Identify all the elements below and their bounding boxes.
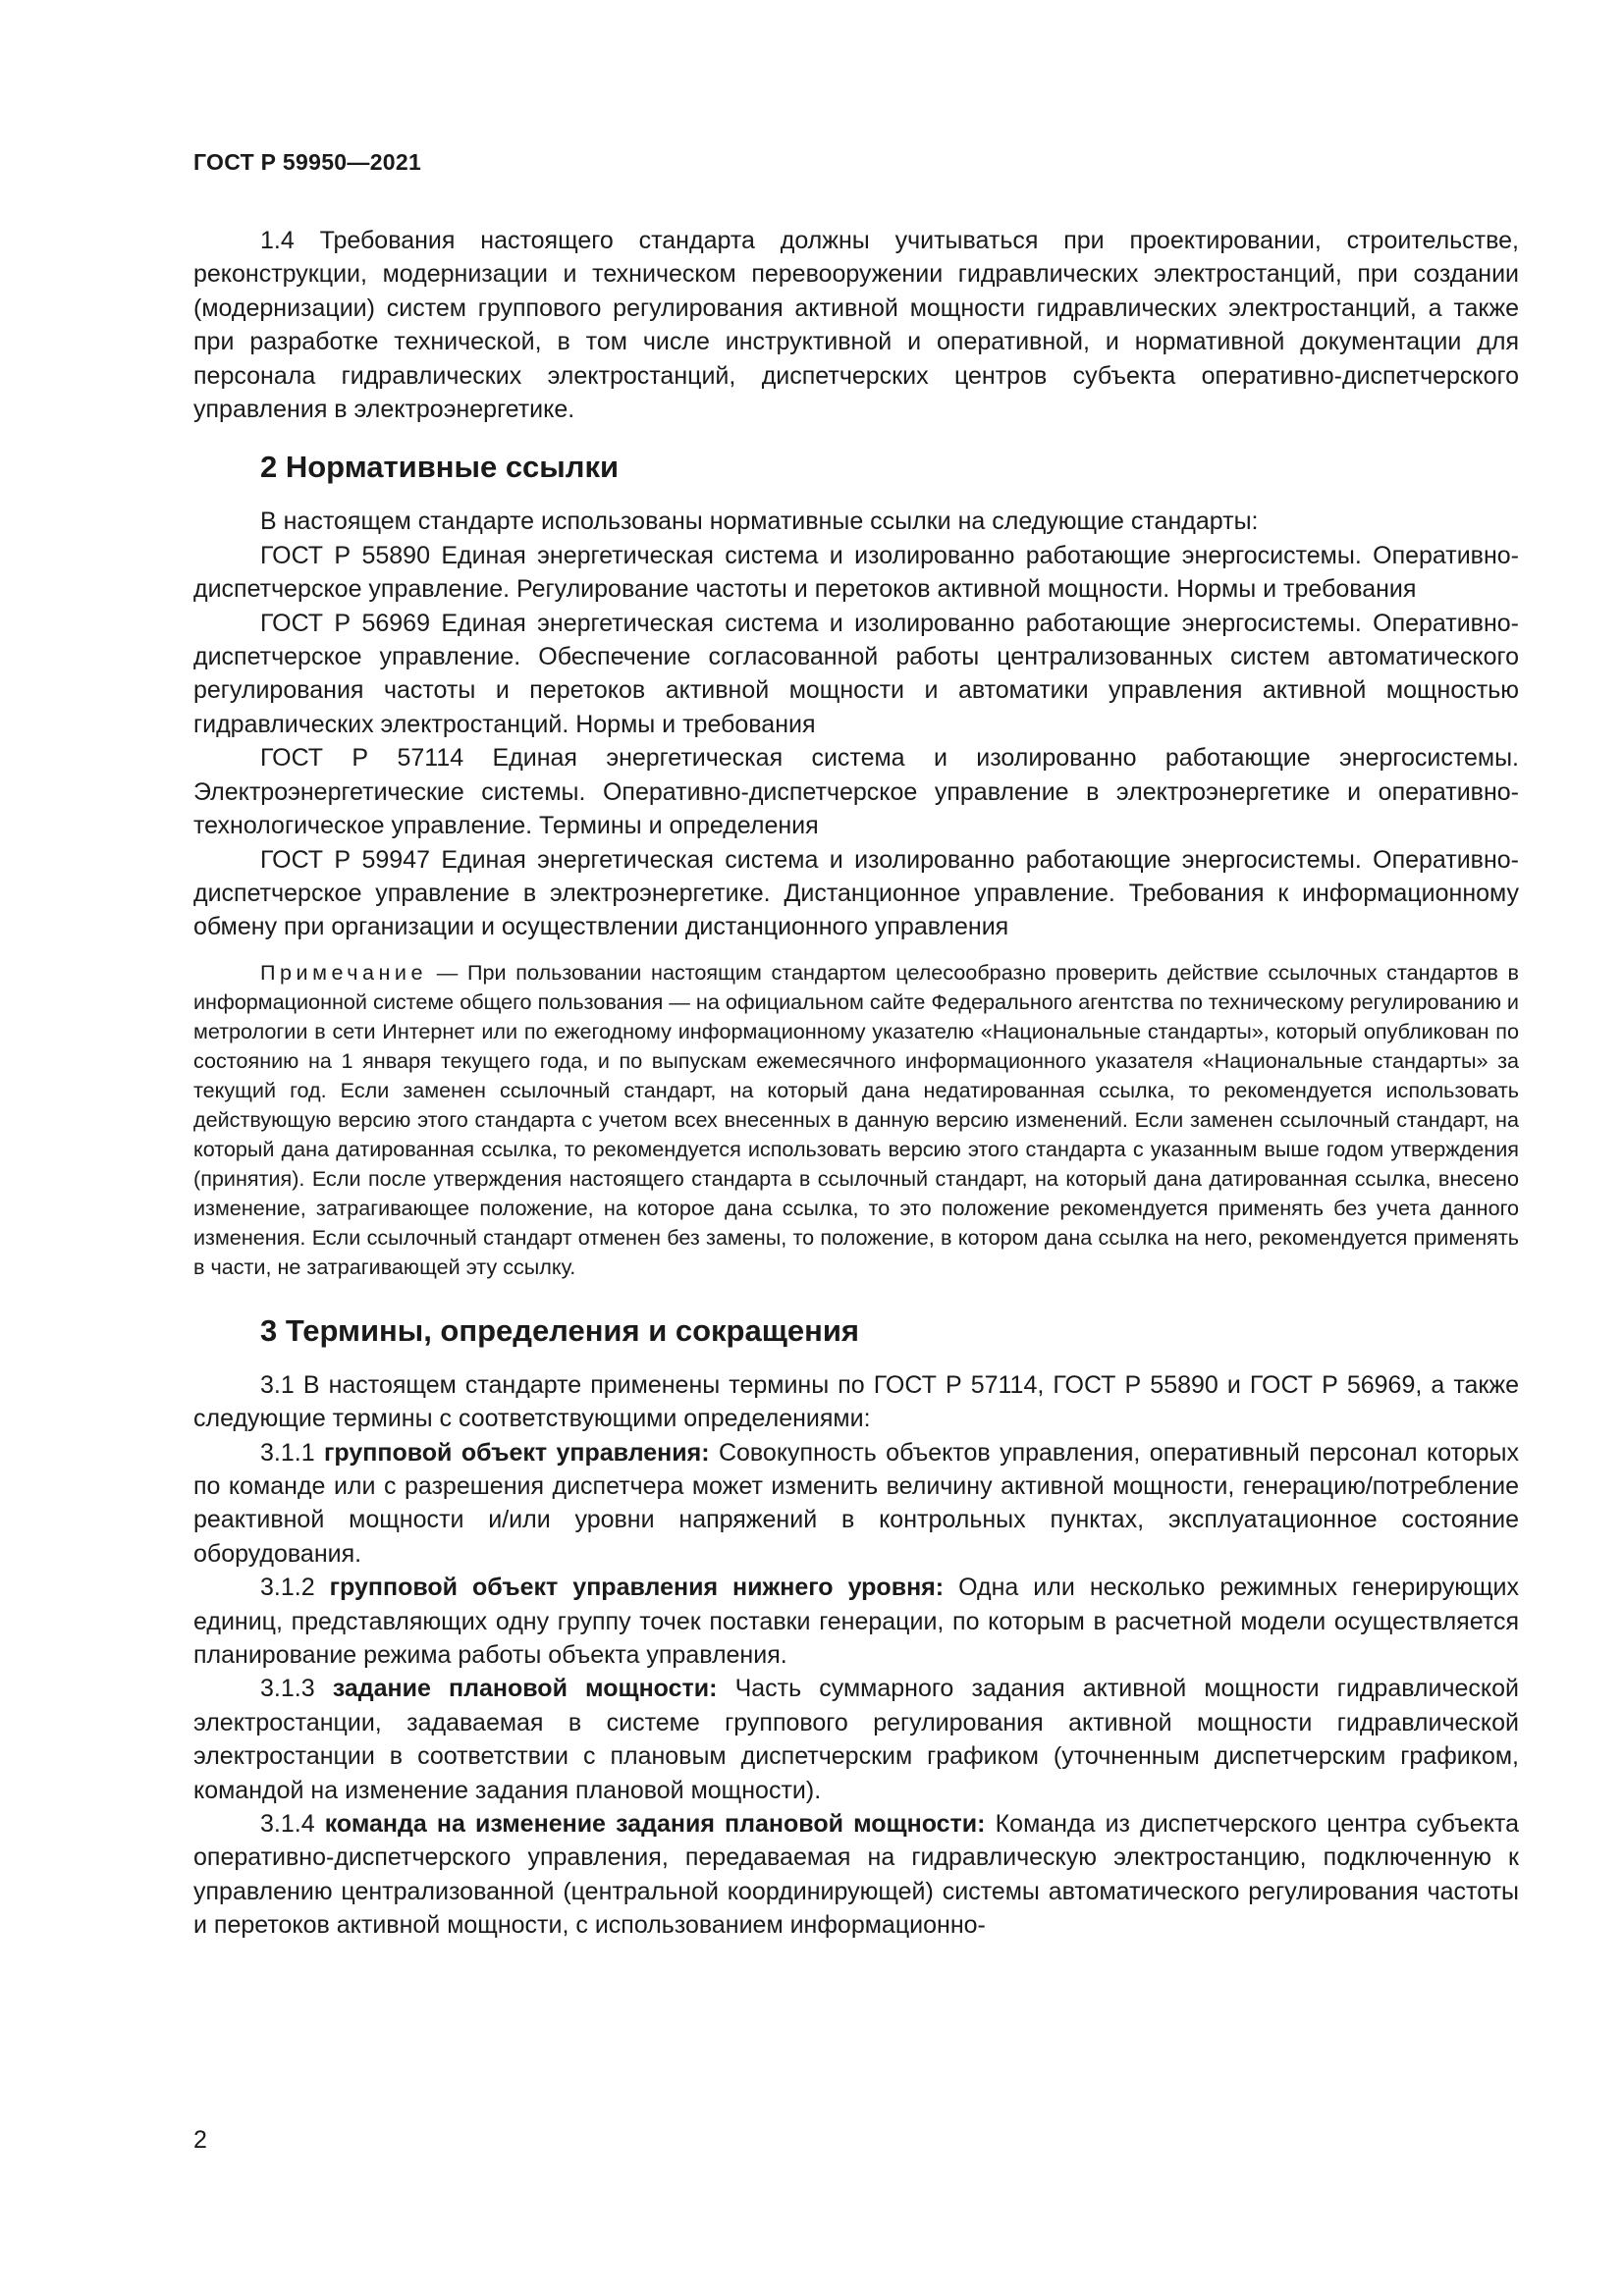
term-name: групповой объект управления нижнего уровня: (329, 1574, 945, 1602)
term-name: задание плановой мощности: (332, 1675, 718, 1703)
term-name: команда на изменение задания плановой мощности: (324, 1810, 986, 1838)
page-number: 2 (193, 2126, 207, 2154)
term-definition (193, 1672, 1519, 1807)
reference-item: ГОСТ Р 56969 Единая энергетическая система и изолированно работающие энергосистемы. Оперативно-диспетчерское управление. Обеспечение согласованной работы централизованных систем автоматического регулирования частоты и перетоков активной мощности и автоматики управления активной мощностью гидравлических электростанций. Нормы и требования (193, 609, 1519, 738)
reference-item: ГОСТ Р 59947 Единая энергетическая система и изолированно работающие энергосистемы. Оперативно-диспетчерское управление в электроэнергетике. Дистанционное управление. Требования к информационному обмену при организации и осуществлении дистанционного управления (193, 845, 1519, 941)
term-text: Одна или несколько режимных генерирующих единиц, представляющих одну группу точек поставки генерации, по которым в расчетной модели осуществляется планирование режима работы объекта управления. (193, 1574, 1519, 1669)
term-definition (193, 1571, 1519, 1672)
section-3-heading: 3 Термины, определения и сокращения (260, 1312, 859, 1348)
term-number: 3.1.3 (260, 1675, 333, 1703)
note-text: — При пользовании настоящим стандартом целесообразно проверить действие ссылочных стандартов в информационной системе общего пользования — на официальном сайте Федерального агентства по техническому регулированию и метрологии в сети Интернет или по ежегодному информационному указателю «Национальные стандарты», который опубликован по состоянию на 1 января текущего года, и по выпускам ежемесячного информационного указателя «Национальные стандарты» за текущий год. Если заменен ссылочный стандарт, на который дана недатированная ссылка, то рекомендуется использовать действующую версию этого стандарта с учетом всех внесенных в данную версию изменений. Если заменен ссылочный стандарт, на который дана датированная ссылка, то рекомендуется использовать версию этого стандарта с указанным выше годом утверждения (принятия). Если после утверждения настоящего стандарта в ссылочный стандарт, на который дана датированная ссылка, внесено изменение, затрагивающее положение, на которое дана ссылка, то это положение рекомендуется применять без учета данного изменения. Если ссылочный стандарт отменен без замены, то положение, в котором дана ссылка на него, рекомендуется применять в части, не затрагивающей эту ссылку. (193, 959, 1519, 1279)
term-text: Часть суммарного задания активной мощности гидравлической электростанции, задаваемая в системе группового регулирования активной мощности гидравлической электростанции в соответствии с плановым диспетчерским графиком (уточненным диспетчерским графиком, командой на изменение задания плановой мощности). (193, 1675, 1519, 1804)
note-label: Примечание (260, 959, 427, 985)
section-2-heading: 2 Нормативные ссылки (260, 450, 620, 485)
term-number: 3.1.1 (260, 1438, 325, 1467)
clause-3-1: 3.1 В настоящем стандарте применены термины по ГОСТ Р 57114, ГОСТ Р 55890 и ГОСТ Р 56969, а также следующие термины с соответствующими определениями: (193, 1370, 1519, 1433)
document-header: ГОСТ Р 59950—2021 (193, 149, 422, 175)
term-number: 3.1.2 (260, 1574, 330, 1602)
note-paragraph (193, 958, 1519, 1282)
term-text: Команда из диспетчерского центра субъекта оперативно-диспетчерского управления, передаваемая на гидравлическую электростанцию, подключенную к управлению централизованной (центральной координирующей) системы автоматического регулирования частоты и перетоков активной мощности, с использованием информационно- (193, 1810, 1519, 1940)
term-text: Совокупность объектов управления, оперативный персонал которых по команде или с разрешения диспетчера может изменить величину активной мощности, генерацию/потребление реактивной мощности и/или уровни напряжений в контрольных пунктах, эксплуатационное состояние оборудования. (193, 1438, 1519, 1568)
clause-1-4: 1.4 Требования настоящего стандарта должны учитываться при проектировании, строительстве, реконструкции, модернизации и техническом перевооружении гидравлических электростанций, при создании (модернизации) систем группового регулирования активной мощности гидравлических электростанций, а также при разработке технической, в том числе инструктивной и оперативной, и нормативной документации для персонала гидравлических электростанций, диспетчерских центров субъекта оперативно-диспетчерского управления в электроэнергетике. (193, 227, 1519, 424)
reference-item: ГОСТ Р 57114 Единая энергетическая система и изолированно работающие энергосистемы. Электроэнергетические системы. Оперативно-диспетчерское управление в электроэнергетике и оперативно-технологическое управление. Термины и определения (193, 744, 1519, 840)
reference-item: ГОСТ Р 55890 Единая энергетическая система и изолированно работающие энергосистемы. Оперативно-диспетчерское управление. Регулирование частоты и перетоков активной мощности. Нормы и требования (193, 541, 1519, 604)
term-definition (193, 1807, 1519, 1943)
section-2-intro: В настоящем стандарте использованы нормативные ссылки на следующие стандарты: (260, 507, 1259, 536)
term-definition (193, 1436, 1519, 1572)
term-number: 3.1.4 (260, 1810, 325, 1838)
term-name: групповой объект управления: (324, 1438, 710, 1467)
document-body (193, 224, 1519, 1943)
